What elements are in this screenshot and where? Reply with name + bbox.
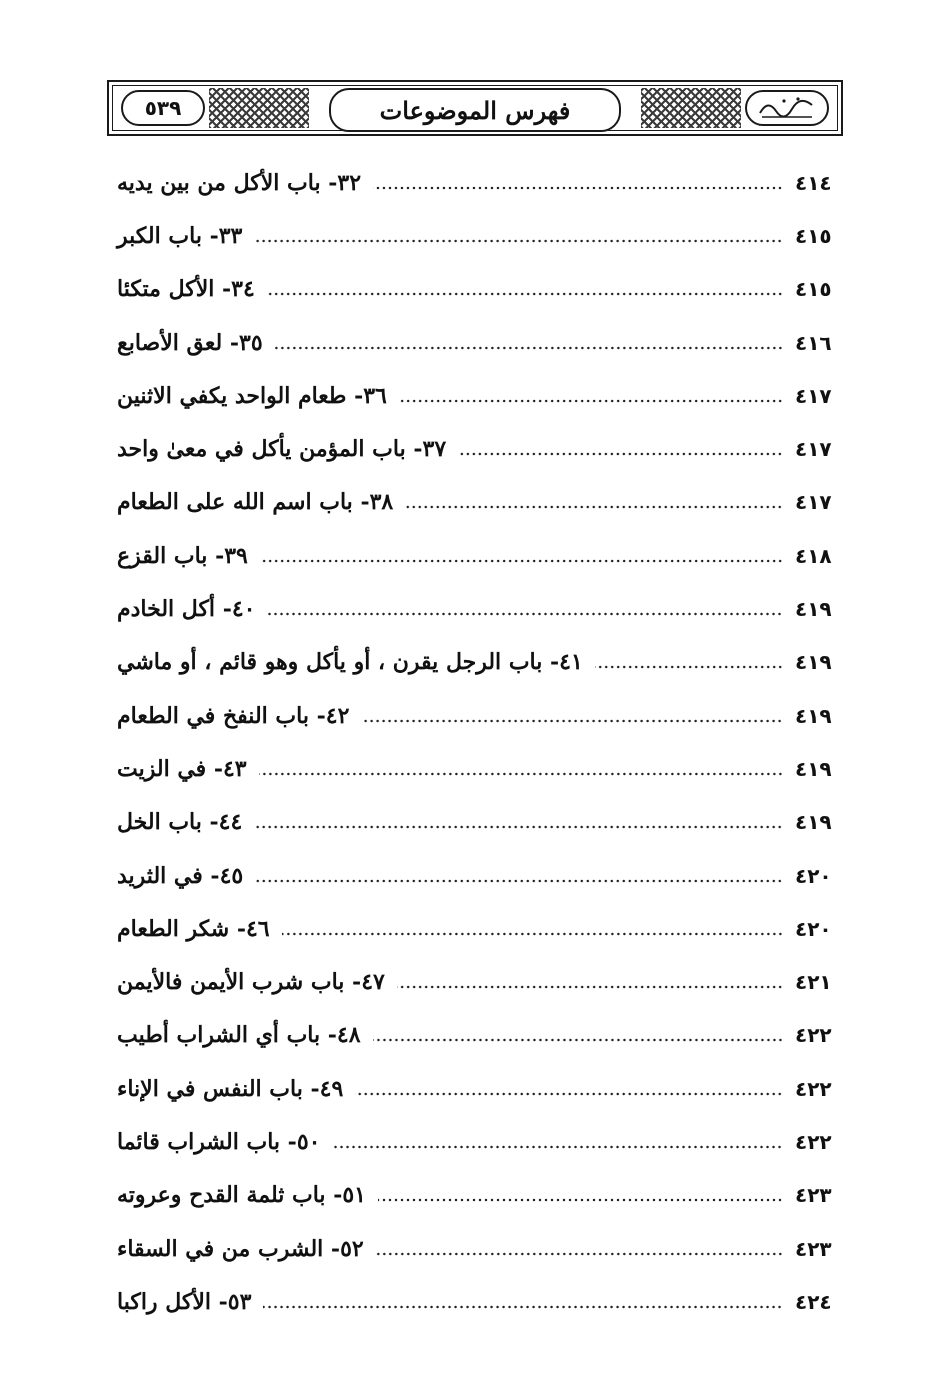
toc-entry[interactable] [107, 742, 843, 795]
toc-entry-title: ٤٢- باب النفخ في الطعام [117, 702, 350, 729]
toc-entry-page: ٤٢٣ [795, 1183, 832, 1208]
toc-entry[interactable] [107, 1169, 843, 1222]
toc-entry-page: ٤٢٢ [795, 1023, 832, 1048]
toc-entry[interactable] [107, 902, 843, 955]
toc-dot-leader [254, 825, 783, 829]
toc-entry-page: ٤١٩ [795, 756, 832, 781]
toc-entry-title: ٥٠- باب الشراب قائما [117, 1128, 321, 1155]
toc-dot-leader [275, 346, 783, 350]
toc-entry-title: ٣٧- باب المؤمن يأكل في معىٰ واحد [117, 436, 447, 463]
toc-entry-page: ٤٢٤ [795, 1289, 832, 1314]
toc-entry-title: ٤٥- في الثريد [117, 862, 244, 889]
toc-entry[interactable] [107, 529, 843, 582]
toc-dot-leader [373, 186, 783, 190]
toc-entry-page: ٤١٩ [795, 810, 832, 835]
toc-entry-title: ٥٢- الشرب من في السقاء [117, 1235, 364, 1262]
toc-entry[interactable] [107, 476, 843, 529]
page-header [107, 80, 843, 136]
toc-entry-page: ٤٢٠ [795, 863, 832, 888]
toc-dot-leader [595, 665, 783, 669]
toc-dot-leader [399, 399, 783, 403]
toc-dot-leader [260, 559, 783, 563]
publisher-logo-cartouche [745, 90, 829, 126]
toc-entry-page: ٤١٧ [795, 490, 832, 515]
publisher-logo-icon [754, 93, 820, 123]
toc-dot-leader [405, 505, 783, 509]
toc-dot-leader [458, 452, 783, 456]
toc-dot-leader [397, 985, 783, 989]
toc-dot-leader [373, 1038, 783, 1042]
toc-entry[interactable] [107, 316, 843, 369]
toc-entry[interactable] [107, 156, 843, 209]
toc-dot-leader [267, 292, 783, 296]
toc-entry-page: ٤٢١ [795, 970, 832, 995]
toc-entry-page: ٤١٤ [795, 170, 832, 195]
toc-entry-title: ٥١- باب ثلمة القدح وعروته [117, 1182, 366, 1209]
toc-entry[interactable] [107, 1009, 843, 1062]
toc-entry[interactable] [107, 582, 843, 635]
page-number-cartouche [121, 90, 205, 126]
toc-entry-page: ٤١٧ [795, 383, 832, 408]
toc-entry-title: ٣٣- باب الكبر [117, 222, 243, 249]
toc-entry-page: ٤٢٢ [795, 1129, 832, 1154]
toc-entry-page: ٤١٥ [795, 223, 832, 248]
toc-entry-title: ٤١- باب الرجل يقرن ، أو يأكل وهو قائم ، أو ماشي [117, 649, 583, 676]
toc-entry-page: ٤٢٢ [795, 1076, 832, 1101]
table-of-contents [107, 156, 843, 1329]
toc-entry-page: ٤١٥ [795, 277, 832, 302]
toc-entry-title: ٤٠- أكل الخادم [117, 596, 256, 623]
toc-entry-title: ٣٤- الأكل متكئا [117, 276, 255, 303]
toc-entry-title: ٣٩- باب القزع [117, 542, 248, 569]
header-ornament-right [641, 88, 741, 128]
toc-entry[interactable] [107, 209, 843, 262]
toc-entry[interactable] [107, 636, 843, 689]
page-number: ٥٣٩ [144, 96, 182, 120]
toc-dot-leader [259, 772, 783, 776]
toc-entry[interactable] [107, 955, 843, 1008]
toc-entry-title: ٤٣- في الزيت [117, 755, 247, 782]
toc-dot-leader [332, 1145, 783, 1149]
toc-entry-title: ٣٢- باب الأكل من بين يديه [117, 169, 362, 196]
toc-dot-leader [378, 1198, 783, 1202]
toc-entry-page: ٤٢٠ [795, 916, 832, 941]
toc-entry-page: ٤١٧ [795, 437, 832, 462]
toc-entry-title: ٣٥- لعق الأصابع [117, 329, 263, 356]
toc-dot-leader [376, 1252, 783, 1256]
toc-entry[interactable] [107, 1275, 843, 1328]
toc-entry[interactable] [107, 796, 843, 849]
toc-entry[interactable] [107, 689, 843, 742]
toc-entry[interactable] [107, 849, 843, 902]
toc-entry[interactable] [107, 1115, 843, 1168]
toc-entry-page: ٤١٩ [795, 703, 832, 728]
toc-entry-page: ٤٢٣ [795, 1236, 832, 1261]
toc-dot-leader [267, 612, 783, 616]
toc-dot-leader [361, 719, 783, 723]
toc-entry[interactable] [107, 263, 843, 316]
toc-entry-title: ٤٦- شكر الطعام [117, 915, 270, 942]
toc-entry-title: ٤٧- باب شرب الأيمن فالأيمن [117, 969, 385, 996]
header-title-frame [329, 88, 621, 132]
toc-dot-leader [255, 879, 783, 883]
toc-entry[interactable] [107, 369, 843, 422]
header-ornament-left [209, 88, 309, 128]
toc-entry[interactable] [107, 422, 843, 475]
toc-entry[interactable] [107, 1222, 843, 1275]
toc-dot-leader [254, 239, 783, 243]
toc-entry-title: ٤٨- باب أي الشراب أطيب [117, 1022, 361, 1049]
toc-dot-leader [355, 1092, 783, 1096]
header-title: فهرس الموضوعات [379, 95, 571, 125]
toc-entry-title: ٥٣- الأكل راكبا [117, 1288, 252, 1315]
toc-entry-title: ٣٨- باب اسم الله على الطعام [117, 489, 394, 516]
toc-dot-leader [282, 932, 783, 936]
toc-entry-title: ٤٩- باب النفس في الإناء [117, 1075, 344, 1102]
toc-entry-page: ٤١٩ [795, 597, 832, 622]
toc-entry-page: ٤١٨ [795, 543, 832, 568]
toc-entry-page: ٤١٦ [795, 330, 832, 355]
toc-dot-leader [263, 1305, 783, 1309]
toc-entry-title: ٣٦- طعام الواحد يكفي الاثنين [117, 382, 387, 409]
toc-entry[interactable] [107, 1062, 843, 1115]
toc-entry-title: ٤٤- باب الخل [117, 809, 243, 836]
toc-entry-page: ٤١٩ [795, 650, 832, 675]
